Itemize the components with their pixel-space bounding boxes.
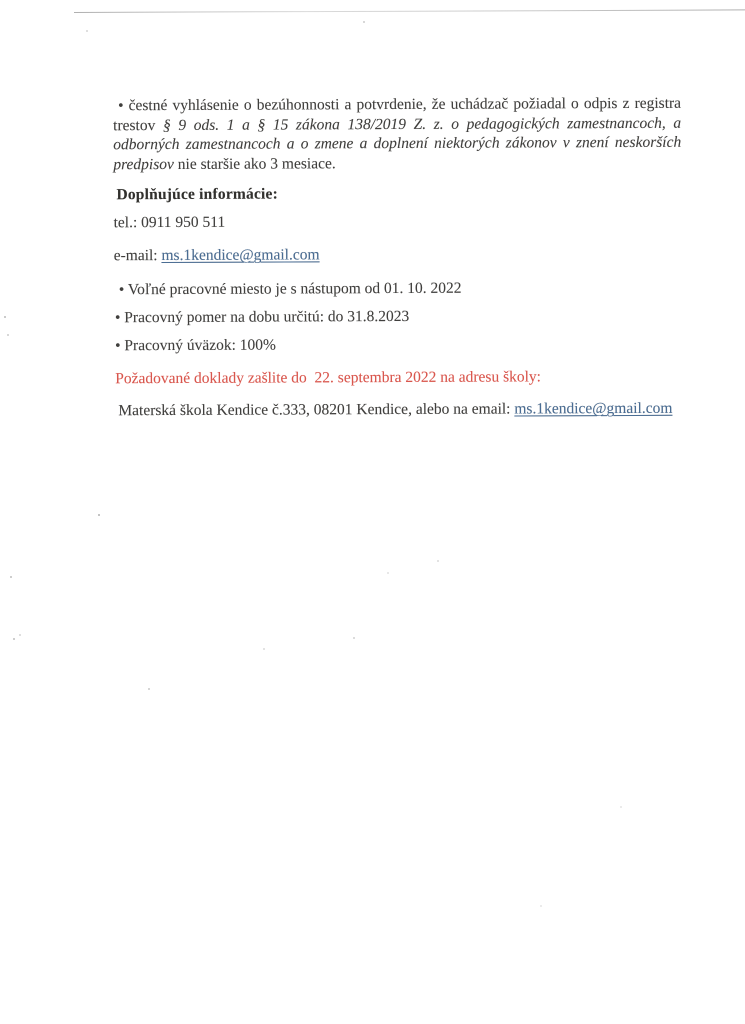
document-body: [113, 94, 682, 422]
eligibility-text-start: • čestné vyhlásenie o bezúhonnosti a potvrdenie, že uchádzač požiadal o odpis z registra trestov: [113, 94, 682, 134]
email-link[interactable]: ms.1kendice@gmail.com: [161, 246, 320, 265]
email-line: [114, 244, 682, 266]
bullet-icon: •: [118, 281, 128, 299]
contract-term-item: [114, 306, 682, 328]
contract-term-text: Pracovný pomer na dobu určitú: do 31.8.2023: [124, 308, 410, 327]
bullet-icon: •: [115, 337, 125, 355]
scan-specks: [0, 0, 2, 2]
phone-number: 0911 950 511: [141, 214, 226, 232]
email-label: e-mail:: [113, 247, 162, 265]
address-line: [114, 399, 682, 421]
job-start-text: Voľné pracovné miesto je s nástupom od 01. 10. 2022: [127, 280, 462, 299]
eligibility-text-end: nie staršie ako 3 mesiace.: [173, 155, 336, 173]
bullet-icon: •: [114, 309, 125, 327]
scan-edge-line: [74, 9, 745, 13]
additional-info-heading: Doplňujúce informácie:: [116, 185, 279, 204]
work-load-text: Pracovný úväzok: 100%: [124, 336, 276, 355]
address-email-link[interactable]: ms.1kendice@gmail.com: [514, 400, 673, 418]
deadline-notice: Požadované doklady zašlite do 22. septembra 2022 na adresu školy:: [115, 368, 541, 388]
address-text: Materská škola Kendice č.333, 08201 Kendice, alebo na email:: [118, 400, 515, 420]
phone-label: tel.:: [113, 214, 142, 232]
eligibility-paragraph: [113, 94, 681, 175]
phone-line: [114, 211, 682, 233]
law-citation-text: § 9 ods. 1 a § 15 zákona 138/2019 Z. z. o pedagogických zamestnancoch, a odborných zamestnancoch a o zmene a doplnení niektorých zákonov v znení neskorších predpisov: [113, 114, 682, 174]
work-load-item: [114, 334, 682, 356]
job-start-item: [114, 278, 682, 300]
